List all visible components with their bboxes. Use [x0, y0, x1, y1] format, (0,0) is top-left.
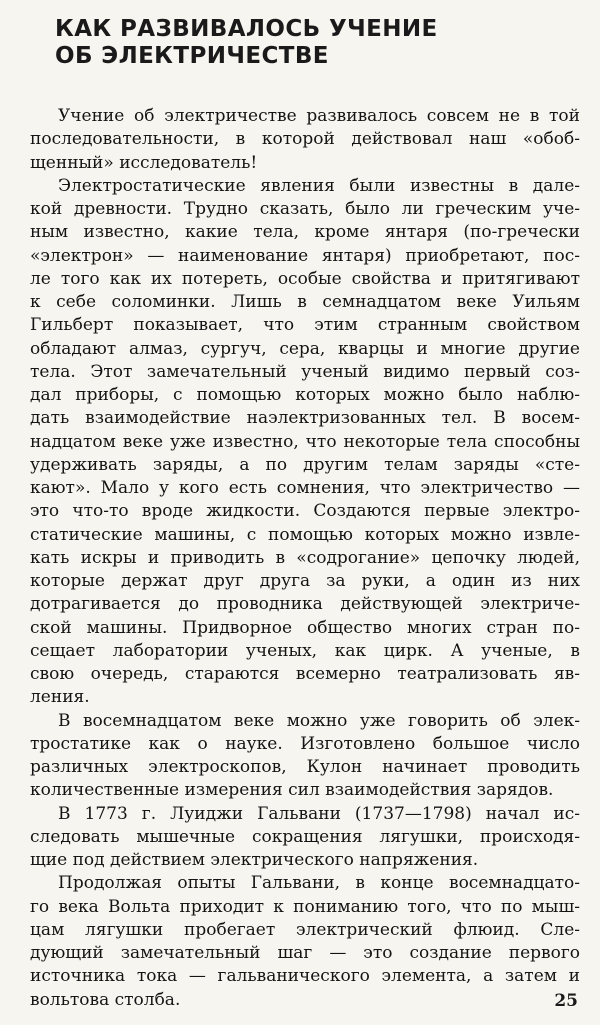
text-line: дующий замечательный шаг — это создание первого — [30, 943, 580, 963]
paragraph — [30, 175, 580, 710]
text-line: вольтова столба. — [30, 989, 181, 1010]
paragraph — [30, 872, 580, 1012]
text-line: статические машины, с помощью которых можно извле- — [30, 524, 580, 545]
text-line: тела. Этот замечательный ученый видимо первый соз- — [30, 361, 580, 382]
text-line: последовательности, в которой действовал наш «обоб- — [30, 129, 580, 150]
text-line: кают». Мало у кого есть сомнения, что электричество — — [30, 478, 580, 498]
text-line: Продолжая опыты Гальвани, в конце восемнадцато- — [58, 873, 580, 894]
text-line: дотрагивается до проводника действующей электриче- — [30, 594, 580, 615]
chapter-heading — [55, 16, 525, 70]
text-line: сещает лаборатории ученых, как цирк. А ученые, в — [30, 640, 580, 661]
text-line: удерживать заряды, а по другим телам заряды «сте- — [30, 454, 580, 475]
text-line: дал приборы, с помощью которых можно было наблю- — [30, 385, 580, 405]
text-line: Учение об электричестве развивалось совсем не в той — [58, 106, 580, 126]
text-line: кать искры и приводить в «содрогание» цепочку людей, — [30, 547, 580, 568]
body-text — [30, 105, 580, 1012]
text-line: ным известно, какие тела, кроме янтаря (по-гречески — [30, 222, 580, 243]
page-number: 25 — [554, 991, 578, 1011]
paragraph — [30, 710, 580, 803]
text-line: В восемнадцатом веке можно уже говорить об элек- — [58, 710, 580, 731]
text-line: щие под действием электрического напряжения. — [30, 850, 479, 870]
text-line: цам лягушки пробегает электрический флюид. Сле- — [30, 919, 580, 940]
chapter-heading-line-1: КАК РАЗВИВАЛОСЬ УЧЕНИЕ — [55, 16, 438, 42]
text-line: следовать мышечные сокращения лягушки, происходя- — [30, 826, 580, 847]
text-line: ле того как их потереть, особые свойства и притягивают — [30, 268, 580, 289]
text-line: В 1773 г. Луиджи Гальвани (1737—1798) начал ис- — [58, 803, 580, 824]
text-line: обладают алмаз, сургуч, сера, кварцы и многие другие — [30, 338, 580, 359]
text-line: это что-то вроде жидкости. Создаются первые электро- — [30, 501, 580, 522]
text-line: ской машины. Придворное общество многих стран по- — [30, 617, 580, 638]
text-line: различных электроскопов, Кулон начинает проводить — [30, 757, 580, 777]
text-line: которые держат друг друга за руки, а один из них — [30, 571, 580, 591]
text-line: источника тока — гальванического элемента, а затем и — [30, 966, 580, 987]
text-line: надцатом веке уже известно, что некоторые тела способны — [30, 431, 580, 452]
text-line: количественные измерения сил взаимодействия зарядов. — [30, 780, 554, 801]
text-line: «электрон» — наименование янтаря) приобретают, пос- — [30, 245, 580, 266]
text-line: ления. — [30, 687, 90, 708]
text-line: кой древности. Трудно сказать, было ли греческим уче- — [30, 199, 580, 219]
text-line: свою очередь, стараются всемерно театрализовать яв- — [30, 664, 580, 684]
paragraph — [30, 803, 580, 873]
text-line: к себе соломинки. Лишь в семнадцатом веке Уильям — [30, 292, 580, 312]
text-line: го века Вольта приходит к пониманию того, что по мыш- — [30, 896, 580, 917]
text-line: Гильберт показывает, что этим странным свойством — [30, 315, 580, 336]
text-line: Электростатические явления были известны в дале- — [58, 175, 580, 196]
text-line: дать взаимодействие наэлектризованных тел. В восем- — [30, 408, 580, 429]
paragraph — [30, 105, 580, 175]
text-line: щенный» исследователь! — [30, 152, 258, 173]
chapter-heading-line-2: ОБ ЭЛЕКТРИЧЕСТВЕ — [55, 43, 329, 69]
text-line: тростатике как о науке. Изготовлено большое число — [30, 733, 580, 754]
